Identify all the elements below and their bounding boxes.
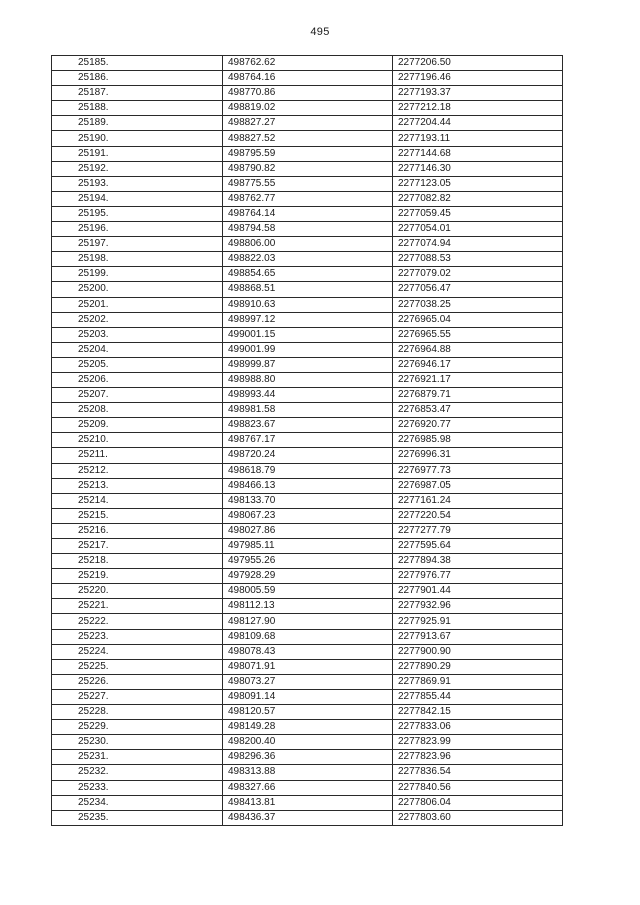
- table-row: [52, 327, 563, 342]
- point-number-cell: 25228.: [52, 705, 223, 720]
- x-coordinate-cell: 498127.90: [223, 614, 393, 629]
- table-row: [52, 750, 563, 765]
- y-coordinate-cell: 2276965.04: [393, 312, 563, 327]
- table-row: [52, 569, 563, 584]
- x-coordinate-cell: 498071.91: [223, 659, 393, 674]
- y-coordinate-cell: 2277855.44: [393, 689, 563, 704]
- x-coordinate-cell: 498200.40: [223, 735, 393, 750]
- y-coordinate-cell: 2277123.05: [393, 176, 563, 191]
- table-row: [52, 282, 563, 297]
- y-coordinate-cell: 2277894.38: [393, 554, 563, 569]
- y-coordinate-cell: 2276977.73: [393, 463, 563, 478]
- x-coordinate-cell: 498618.79: [223, 463, 393, 478]
- table-row: [52, 539, 563, 554]
- table-row: [52, 659, 563, 674]
- y-coordinate-cell: 2277836.54: [393, 765, 563, 780]
- x-coordinate-cell: 498091.14: [223, 689, 393, 704]
- table-row: [52, 705, 563, 720]
- point-number-cell: 25222.: [52, 614, 223, 629]
- point-number-cell: 25210.: [52, 433, 223, 448]
- y-coordinate-cell: 2277890.29: [393, 659, 563, 674]
- point-number-cell: 25204.: [52, 342, 223, 357]
- x-coordinate-cell: 498413.81: [223, 795, 393, 810]
- y-coordinate-cell: 2277059.45: [393, 206, 563, 221]
- x-coordinate-cell: 498133.70: [223, 493, 393, 508]
- x-coordinate-cell: 498078.43: [223, 644, 393, 659]
- table-row: [52, 523, 563, 538]
- table-row: [52, 644, 563, 659]
- table-row: [52, 720, 563, 735]
- point-number-cell: 25230.: [52, 735, 223, 750]
- point-number-cell: 25190.: [52, 131, 223, 146]
- x-coordinate-cell: 497985.11: [223, 539, 393, 554]
- table-row: [52, 101, 563, 116]
- y-coordinate-cell: 2276946.17: [393, 357, 563, 372]
- table-row: [52, 493, 563, 508]
- y-coordinate-cell: 2277196.46: [393, 71, 563, 86]
- table-row: [52, 810, 563, 825]
- point-number-cell: 25231.: [52, 750, 223, 765]
- point-number-cell: 25226.: [52, 674, 223, 689]
- x-coordinate-cell: 498762.77: [223, 191, 393, 206]
- point-number-cell: 25209.: [52, 418, 223, 433]
- coordinates-table: [51, 55, 563, 826]
- point-number-cell: 25208.: [52, 403, 223, 418]
- y-coordinate-cell: 2277925.91: [393, 614, 563, 629]
- point-number-cell: 25195.: [52, 206, 223, 221]
- x-coordinate-cell: 498981.58: [223, 403, 393, 418]
- y-coordinate-cell: 2277088.53: [393, 252, 563, 267]
- x-coordinate-cell: 498764.16: [223, 71, 393, 86]
- y-coordinate-cell: 2277056.47: [393, 282, 563, 297]
- x-coordinate-cell: 498823.67: [223, 418, 393, 433]
- y-coordinate-cell: 2277212.18: [393, 101, 563, 116]
- point-number-cell: 25187.: [52, 86, 223, 101]
- y-coordinate-cell: 2276879.71: [393, 388, 563, 403]
- point-number-cell: 25218.: [52, 554, 223, 569]
- table-row: [52, 86, 563, 101]
- page-number: 495: [310, 26, 330, 38]
- x-coordinate-cell: 498466.13: [223, 478, 393, 493]
- y-coordinate-cell: 2276987.05: [393, 478, 563, 493]
- x-coordinate-cell: 498997.12: [223, 312, 393, 327]
- point-number-cell: 25207.: [52, 388, 223, 403]
- point-number-cell: 25235.: [52, 810, 223, 825]
- x-coordinate-cell: 498819.02: [223, 101, 393, 116]
- point-number-cell: 25185.: [52, 56, 223, 71]
- y-coordinate-cell: 2276920.77: [393, 418, 563, 433]
- x-coordinate-cell: 498112.13: [223, 599, 393, 614]
- y-coordinate-cell: 2277144.68: [393, 146, 563, 161]
- point-number-cell: 25188.: [52, 101, 223, 116]
- table-row: [52, 508, 563, 523]
- coordinates-table-body: [52, 56, 563, 826]
- x-coordinate-cell: 498067.23: [223, 508, 393, 523]
- y-coordinate-cell: 2277161.24: [393, 493, 563, 508]
- x-coordinate-cell: 498993.44: [223, 388, 393, 403]
- table-row: [52, 388, 563, 403]
- point-number-cell: 25225.: [52, 659, 223, 674]
- point-number-cell: 25212.: [52, 463, 223, 478]
- point-number-cell: 25201.: [52, 297, 223, 312]
- table-row: [52, 56, 563, 71]
- table-row: [52, 297, 563, 312]
- point-number-cell: 25233.: [52, 780, 223, 795]
- table-row: [52, 614, 563, 629]
- x-coordinate-cell: 497955.26: [223, 554, 393, 569]
- x-coordinate-cell: 498720.24: [223, 448, 393, 463]
- y-coordinate-cell: 2277833.06: [393, 720, 563, 735]
- y-coordinate-cell: 2277146.30: [393, 161, 563, 176]
- y-coordinate-cell: 2277082.82: [393, 191, 563, 206]
- point-number-cell: 25197.: [52, 237, 223, 252]
- y-coordinate-cell: 2276996.31: [393, 448, 563, 463]
- point-number-cell: 25206.: [52, 372, 223, 387]
- point-number-cell: 25191.: [52, 146, 223, 161]
- point-number-cell: 25193.: [52, 176, 223, 191]
- table-row: [52, 131, 563, 146]
- y-coordinate-cell: 2276921.17: [393, 372, 563, 387]
- point-number-cell: 25189.: [52, 116, 223, 131]
- table-row: [52, 252, 563, 267]
- table-row: [52, 357, 563, 372]
- point-number-cell: 25223.: [52, 629, 223, 644]
- table-row: [52, 629, 563, 644]
- x-coordinate-cell: 498868.51: [223, 282, 393, 297]
- table-row: [52, 176, 563, 191]
- table-row: [52, 342, 563, 357]
- x-coordinate-cell: 498790.82: [223, 161, 393, 176]
- y-coordinate-cell: 2276964.88: [393, 342, 563, 357]
- point-number-cell: 25217.: [52, 539, 223, 554]
- x-coordinate-cell: 498436.37: [223, 810, 393, 825]
- y-coordinate-cell: 2277900.90: [393, 644, 563, 659]
- table-row: [52, 161, 563, 176]
- point-number-cell: 25232.: [52, 765, 223, 780]
- point-number-cell: 25211.: [52, 448, 223, 463]
- y-coordinate-cell: 2276853.47: [393, 403, 563, 418]
- y-coordinate-cell: 2277806.04: [393, 795, 563, 810]
- table-row: [52, 312, 563, 327]
- x-coordinate-cell: 498296.36: [223, 750, 393, 765]
- x-coordinate-cell: 498999.87: [223, 357, 393, 372]
- x-coordinate-cell: 498027.86: [223, 523, 393, 538]
- table-row: [52, 191, 563, 206]
- table-row: [52, 372, 563, 387]
- y-coordinate-cell: 2277823.96: [393, 750, 563, 765]
- point-number-cell: 25229.: [52, 720, 223, 735]
- table-row: [52, 448, 563, 463]
- y-coordinate-cell: 2276965.55: [393, 327, 563, 342]
- point-number-cell: 25196.: [52, 222, 223, 237]
- point-number-cell: 25213.: [52, 478, 223, 493]
- y-coordinate-cell: 2277277.79: [393, 523, 563, 538]
- x-coordinate-cell: 498762.62: [223, 56, 393, 71]
- x-coordinate-cell: 499001.15: [223, 327, 393, 342]
- table-row: [52, 674, 563, 689]
- y-coordinate-cell: 2277901.44: [393, 584, 563, 599]
- table-row: [52, 222, 563, 237]
- x-coordinate-cell: 499001.99: [223, 342, 393, 357]
- point-number-cell: 25216.: [52, 523, 223, 538]
- table-row: [52, 478, 563, 493]
- table-row: [52, 599, 563, 614]
- y-coordinate-cell: 2277840.56: [393, 780, 563, 795]
- x-coordinate-cell: 498149.28: [223, 720, 393, 735]
- table-row: [52, 418, 563, 433]
- y-coordinate-cell: 2277595.64: [393, 539, 563, 554]
- x-coordinate-cell: 498764.14: [223, 206, 393, 221]
- x-coordinate-cell: 498120.57: [223, 705, 393, 720]
- y-coordinate-cell: 2276985.98: [393, 433, 563, 448]
- x-coordinate-cell: 498775.55: [223, 176, 393, 191]
- point-number-cell: 25192.: [52, 161, 223, 176]
- table-row: [52, 403, 563, 418]
- x-coordinate-cell: 498822.03: [223, 252, 393, 267]
- table-row: [52, 146, 563, 161]
- y-coordinate-cell: 2277823.99: [393, 735, 563, 750]
- table-row: [52, 237, 563, 252]
- x-coordinate-cell: 498827.27: [223, 116, 393, 131]
- point-number-cell: 25198.: [52, 252, 223, 267]
- y-coordinate-cell: 2277206.50: [393, 56, 563, 71]
- x-coordinate-cell: 498988.80: [223, 372, 393, 387]
- y-coordinate-cell: 2277913.67: [393, 629, 563, 644]
- point-number-cell: 25221.: [52, 599, 223, 614]
- y-coordinate-cell: 2277842.15: [393, 705, 563, 720]
- table-row: [52, 433, 563, 448]
- point-number-cell: 25227.: [52, 689, 223, 704]
- x-coordinate-cell: 498313.88: [223, 765, 393, 780]
- point-number-cell: 25214.: [52, 493, 223, 508]
- point-number-cell: 25194.: [52, 191, 223, 206]
- table-row: [52, 116, 563, 131]
- x-coordinate-cell: 498827.52: [223, 131, 393, 146]
- x-coordinate-cell: 497928.29: [223, 569, 393, 584]
- table-row: [52, 795, 563, 810]
- table-row: [52, 780, 563, 795]
- y-coordinate-cell: 2277193.37: [393, 86, 563, 101]
- y-coordinate-cell: 2277932.96: [393, 599, 563, 614]
- table-row: [52, 584, 563, 599]
- table-row: [52, 765, 563, 780]
- point-number-cell: 25186.: [52, 71, 223, 86]
- y-coordinate-cell: 2277193.11: [393, 131, 563, 146]
- point-number-cell: 25203.: [52, 327, 223, 342]
- y-coordinate-cell: 2277038.25: [393, 297, 563, 312]
- point-number-cell: 25199.: [52, 267, 223, 282]
- y-coordinate-cell: 2277220.54: [393, 508, 563, 523]
- x-coordinate-cell: 498327.66: [223, 780, 393, 795]
- point-number-cell: 25200.: [52, 282, 223, 297]
- y-coordinate-cell: 2277204.44: [393, 116, 563, 131]
- point-number-cell: 25219.: [52, 569, 223, 584]
- x-coordinate-cell: 498795.59: [223, 146, 393, 161]
- table-row: [52, 267, 563, 282]
- y-coordinate-cell: 2277074.94: [393, 237, 563, 252]
- y-coordinate-cell: 2277079.02: [393, 267, 563, 282]
- y-coordinate-cell: 2277976.77: [393, 569, 563, 584]
- point-number-cell: 25205.: [52, 357, 223, 372]
- x-coordinate-cell: 498770.86: [223, 86, 393, 101]
- y-coordinate-cell: 2277869.91: [393, 674, 563, 689]
- x-coordinate-cell: 498767.17: [223, 433, 393, 448]
- x-coordinate-cell: 498005.59: [223, 584, 393, 599]
- x-coordinate-cell: 498073.27: [223, 674, 393, 689]
- x-coordinate-cell: 498910.63: [223, 297, 393, 312]
- table-row: [52, 71, 563, 86]
- table-row: [52, 735, 563, 750]
- point-number-cell: 25202.: [52, 312, 223, 327]
- table-row: [52, 206, 563, 221]
- table-row: [52, 689, 563, 704]
- table-row: [52, 463, 563, 478]
- y-coordinate-cell: 2277803.60: [393, 810, 563, 825]
- table-row: [52, 554, 563, 569]
- x-coordinate-cell: 498109.68: [223, 629, 393, 644]
- point-number-cell: 25220.: [52, 584, 223, 599]
- point-number-cell: 25234.: [52, 795, 223, 810]
- x-coordinate-cell: 498794.58: [223, 222, 393, 237]
- x-coordinate-cell: 498806.00: [223, 237, 393, 252]
- point-number-cell: 25224.: [52, 644, 223, 659]
- y-coordinate-cell: 2277054.01: [393, 222, 563, 237]
- x-coordinate-cell: 498854.65: [223, 267, 393, 282]
- point-number-cell: 25215.: [52, 508, 223, 523]
